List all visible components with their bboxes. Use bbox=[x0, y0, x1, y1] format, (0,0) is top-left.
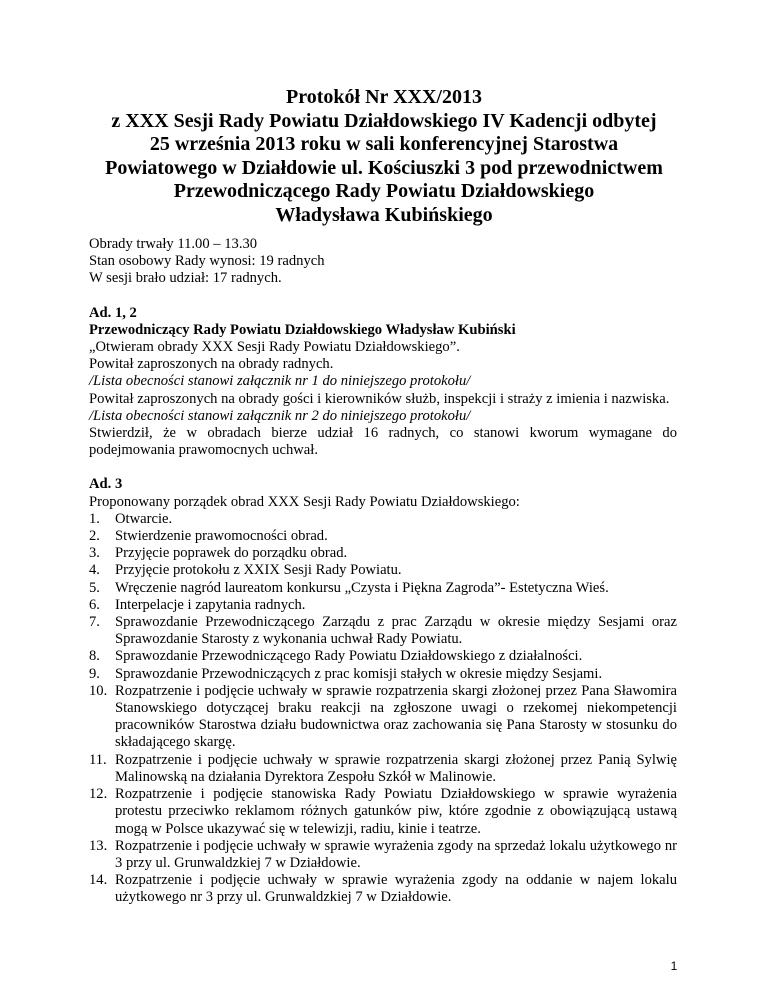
agenda-item-number: 14. bbox=[89, 872, 108, 889]
title-line: Przewodniczącego Rady Powiatu Działdowskiego bbox=[173, 180, 595, 202]
agenda-item bbox=[89, 580, 677, 597]
agenda-item-text: Sprawozdanie Przewodniczących z prac komisji stałych w okresie między Sesjami. bbox=[115, 665, 603, 682]
opening-quote: „Otwieram obrady XXX Sesji Rady Powiatu Działdowskiego”. bbox=[89, 339, 460, 356]
section-ad-3 bbox=[89, 476, 677, 906]
agenda-item-number: 10. bbox=[89, 682, 108, 699]
section-heading: Ad. 3 bbox=[89, 476, 123, 493]
document-body bbox=[89, 236, 677, 907]
agenda-list bbox=[89, 511, 677, 907]
document-title bbox=[60, 86, 708, 227]
agenda-item bbox=[89, 872, 677, 906]
agenda-item-text: Interpelacje i zapytania radnych. bbox=[115, 596, 306, 613]
speaker-name: Przewodniczący Rady Powiatu Działdowskiego Władysław Kubiński bbox=[89, 321, 516, 338]
agenda-item bbox=[89, 648, 677, 665]
title-line: Powiatowego w Działdowie ul. Kościuszki 3 pod przewodnictwem bbox=[105, 156, 663, 179]
agenda-item bbox=[89, 614, 677, 648]
agenda-item bbox=[89, 545, 677, 562]
agenda-item-number: 6. bbox=[89, 596, 100, 613]
agenda-item-number: 1. bbox=[89, 510, 100, 527]
meeting-info bbox=[89, 236, 677, 288]
agenda-item-number: 13. bbox=[89, 837, 108, 854]
attachment-note-1: /Lista obecności stanowi załącznik nr 1 do niniejszego protokołu/ bbox=[89, 373, 471, 390]
council-members: Stan osobowy Rady wynosi: 19 radnych bbox=[89, 253, 325, 270]
agenda-item-number: 7. bbox=[89, 614, 100, 631]
agenda-item-text: Rozpatrzenie i podjęcie uchwały w sprawie rozpatrzenia skargi złożonej przez Pana Sławomira Stanowskiego dotyczącej braku reakcji na zgłoszone uwagi o rzekomej niekompetencji pracowników Starostwa działu budownictwa oraz zachowania się Pana Starosty w stosunku do składającego skargę. bbox=[115, 682, 677, 751]
agenda-item-text: Rozpatrzenie i podjęcie uchwały w sprawie rozpatrzenia skargi złożonej przez Panią Sylwię Malinowską na działania Dyrektora Zespołu Szkół w Malinowie. bbox=[115, 751, 677, 785]
title-line: z XXX Sesji Rady Powiatu Działdowskiego IV Kadencji odbytej bbox=[111, 109, 657, 132]
agenda-item-number: 5. bbox=[89, 579, 100, 596]
agenda-item bbox=[89, 562, 677, 579]
agenda-intro: Proponowany porządek obrad XXX Sesji Rady Powiatu Działdowskiego: bbox=[89, 493, 520, 510]
agenda-item bbox=[89, 528, 677, 545]
agenda-item-number: 9. bbox=[89, 665, 100, 682]
agenda-item-number: 12. bbox=[89, 786, 108, 803]
agenda-item-number: 11. bbox=[89, 751, 107, 768]
agenda-item-text: Sprawozdanie Przewodniczącego Rady Powiatu Działdowskiego z działalności. bbox=[115, 648, 583, 665]
agenda-item bbox=[89, 597, 677, 614]
agenda-item bbox=[89, 786, 677, 838]
attendance: W sesji brało udział: 17 radnych. bbox=[89, 270, 282, 287]
agenda-item-number: 8. bbox=[89, 648, 100, 665]
agenda-item-text: Sprawozdanie Przewodniczącego Zarządu z prac Zarządu w okresie między Sesjami oraz Sprawozdanie Starosty z wykonania uchwał Rady Powiatu. bbox=[115, 614, 677, 648]
section-ad-1-2 bbox=[89, 305, 677, 460]
page-number: 1 bbox=[670, 959, 678, 973]
agenda-item bbox=[89, 838, 677, 872]
agenda-item bbox=[89, 752, 677, 786]
agenda-item-text: Wręczenie nagród laureatom konkursu „Czysta i Piękna Zagroda”- Estetyczna Wieś. bbox=[115, 579, 609, 596]
section-heading: Ad. 1, 2 bbox=[89, 304, 137, 321]
agenda-item-number: 3. bbox=[89, 545, 100, 562]
agenda-item-text: Stwierdzenie prawomocności obrad. bbox=[115, 528, 328, 545]
attachment-note-2: /Lista obecności stanowi załącznik nr 2 do niniejszego protokołu/ bbox=[89, 407, 471, 424]
title-line: Protokół Nr XXX/2013 bbox=[286, 86, 482, 108]
greeting-councillors: Powitał zaproszonych na obrady radnych. bbox=[89, 356, 334, 373]
meeting-hours: Obrady trwały 11.00 – 13.30 bbox=[89, 236, 258, 252]
agenda-item bbox=[89, 666, 677, 683]
agenda-item-text: Rozpatrzenie i podjęcie stanowiska Rady Powiatu Działdowskiego w sprawie wyrażenia protestu przeciwko reklamom różnych gatunków piw, które zgodnie z obowiązującą ustawą mogą w Polsce ukazywać się w telewizji, radiu, kinie i teatrze. bbox=[115, 786, 677, 837]
title-line: Władysława Kubińskiego bbox=[275, 203, 493, 226]
agenda-item-number: 4. bbox=[89, 562, 100, 579]
agenda-item-text: Otwarcie. bbox=[115, 510, 173, 527]
agenda-item-text: Przyjęcie poprawek do porządku obrad. bbox=[115, 545, 348, 562]
agenda-item bbox=[89, 511, 677, 528]
greeting-guests: Powitał zaproszonych na obrady gości i kierowników służb, inspekcji i straży z imienia i nazwiska. bbox=[89, 390, 670, 407]
agenda-item-number: 2. bbox=[89, 528, 100, 545]
title-line: 25 września 2013 roku w sali konferencyjnej Starostwa bbox=[149, 133, 619, 155]
quorum-statement: Stwierdził, że w obradach bierze udział 16 radnych, co stanowi kworum wymagane do podejmowania prawomocnych uchwał. bbox=[89, 425, 677, 459]
agenda-item bbox=[89, 683, 677, 752]
agenda-item-text: Rozpatrzenie i podjęcie uchwały w sprawie wyrażenia zgody na oddanie w najem lokalu użytkowego nr 3 przy ul. Grunwaldzkiej 7 w Działdowie. bbox=[115, 872, 677, 906]
agenda-item-text: Przyjęcie protokołu z XXIX Sesji Rady Powiatu. bbox=[115, 562, 402, 579]
agenda-item-text: Rozpatrzenie i podjęcie uchwały w sprawie wyrażenia zgody na sprzedaż lokalu użytkowego nr 3 przy ul. Grunwaldzkiej 7 w Działdowie. bbox=[115, 837, 677, 871]
